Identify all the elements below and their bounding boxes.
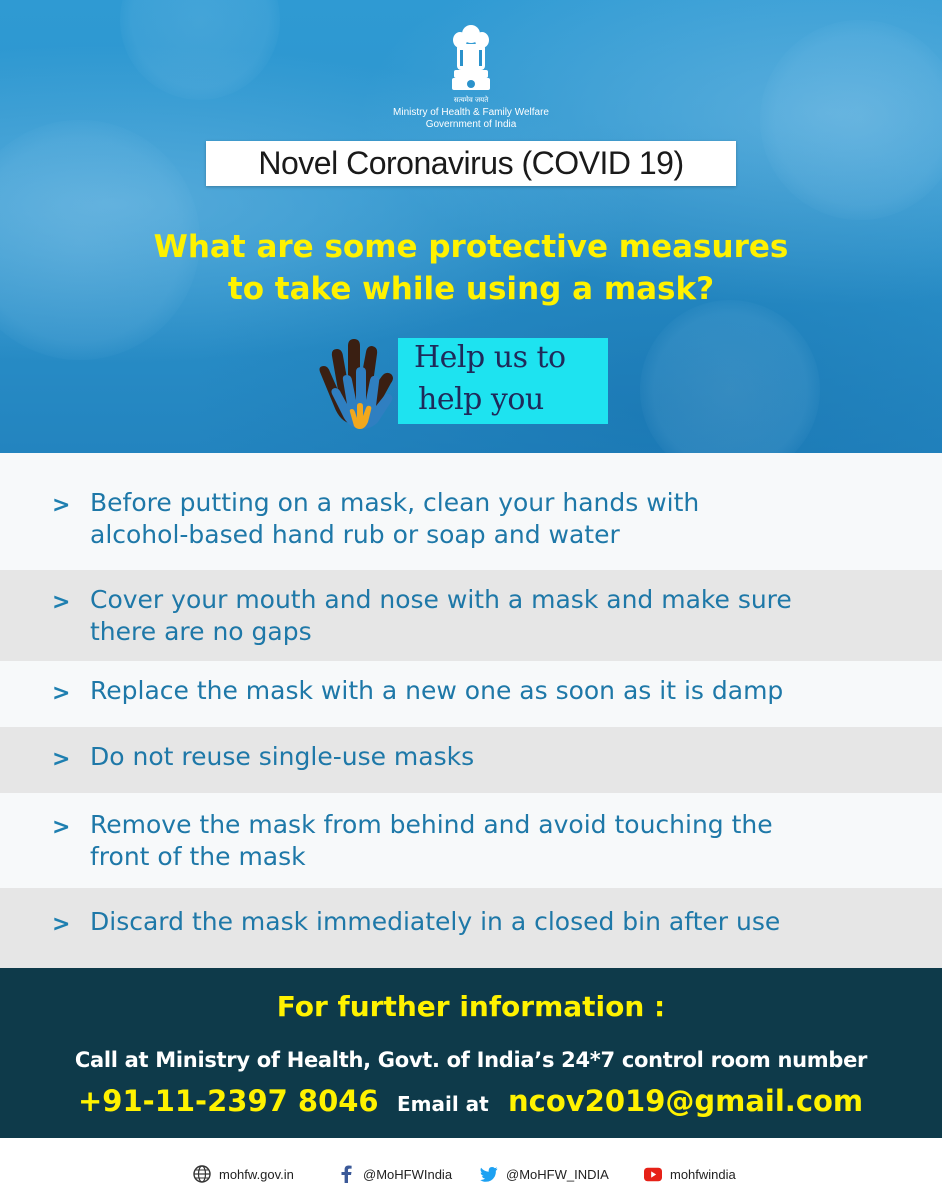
facebook-link[interactable] bbox=[337, 1165, 452, 1183]
virus-background-shape bbox=[120, 0, 280, 100]
list-item bbox=[0, 570, 942, 661]
header-banner bbox=[0, 0, 942, 453]
twitter-link[interactable] bbox=[480, 1165, 609, 1183]
email-label: Email at bbox=[397, 1092, 489, 1116]
info-title: For further information : bbox=[276, 990, 666, 1023]
list-item-line-1: Do not reuse single-use masks bbox=[90, 742, 475, 771]
globe-icon bbox=[193, 1165, 211, 1183]
list-item-line-2: there are no gaps bbox=[90, 617, 312, 646]
list-item-text bbox=[90, 584, 890, 648]
list-item-line-1: Replace the mask with a new one as soon as it is damp bbox=[90, 676, 784, 705]
facebook-icon bbox=[337, 1165, 355, 1183]
list-item-text bbox=[90, 906, 890, 938]
website-link[interactable] bbox=[193, 1165, 294, 1183]
page-question bbox=[60, 226, 882, 310]
list-item-line-1: Discard the mask immediately in a closed bin after use bbox=[90, 907, 781, 936]
list-item-text bbox=[90, 741, 890, 773]
list-item-line-1: Cover your mouth and nose with a mask and make sure bbox=[90, 585, 792, 614]
chevron-right-icon: > bbox=[52, 912, 71, 937]
question-line-1: What are some protective measures bbox=[153, 229, 789, 265]
list-item-line-1: Before putting on a mask, clean your hands with bbox=[90, 488, 700, 517]
help-line-2: help you bbox=[418, 382, 544, 417]
virus-background-shape bbox=[760, 20, 942, 220]
youtube-text: mohfwindia bbox=[670, 1166, 736, 1182]
youtube-link[interactable] bbox=[644, 1165, 736, 1183]
chevron-right-icon: > bbox=[52, 493, 71, 518]
twitter-text: @MoHFW_INDIA bbox=[506, 1166, 609, 1182]
facebook-text: @MoHFWIndia bbox=[363, 1166, 453, 1182]
info-call-text: Call at Ministry of Health, Govt. of India’s 24*7 control room number bbox=[74, 1048, 868, 1072]
list-item-text bbox=[90, 809, 890, 873]
question-line-2: to take while using a mask? bbox=[227, 271, 715, 307]
youtube-icon bbox=[644, 1165, 662, 1183]
covid-title: Novel Coronavirus (COVID 19) bbox=[258, 145, 684, 181]
list-item bbox=[0, 453, 942, 570]
list-item-line-1: Remove the mask from behind and avoid touching the bbox=[90, 810, 773, 839]
help-us-badge bbox=[314, 332, 614, 428]
website-text: mohfw.gov.in bbox=[219, 1166, 294, 1182]
chevron-right-icon: > bbox=[52, 590, 71, 615]
ministry-line-1: Ministry of Health & Family Welfare bbox=[393, 107, 549, 118]
emblem-caption: सत्यमेव जयते bbox=[453, 96, 489, 104]
chevron-right-icon: > bbox=[52, 747, 71, 772]
list-item-text bbox=[90, 487, 890, 551]
list-item-text bbox=[90, 675, 890, 707]
list-item-line-2: front of the mask bbox=[90, 842, 306, 871]
ministry-name bbox=[300, 107, 642, 131]
national-emblem-icon bbox=[446, 22, 496, 106]
list-item bbox=[0, 727, 942, 793]
list-item bbox=[0, 888, 942, 968]
list-item bbox=[0, 661, 942, 727]
list-item-line-2: alcohol-based hand rub or soap and water bbox=[90, 520, 620, 549]
social-links-bar bbox=[0, 1138, 942, 1200]
chevron-right-icon: > bbox=[52, 815, 71, 840]
helpline-phone[interactable]: +91-11-2397 8046 bbox=[78, 1084, 379, 1118]
help-line-1: Help us to bbox=[414, 340, 566, 375]
helpline-email[interactable]: ncov2019@gmail.com bbox=[508, 1084, 864, 1118]
measures-list bbox=[0, 453, 942, 968]
helping-hands-icon bbox=[314, 336, 410, 430]
twitter-icon bbox=[480, 1165, 498, 1183]
covid-title-box bbox=[206, 141, 736, 186]
chevron-right-icon: > bbox=[52, 681, 71, 706]
contact-info-panel bbox=[0, 968, 942, 1138]
ministry-line-2: Government of India bbox=[425, 119, 517, 130]
list-item bbox=[0, 793, 942, 888]
